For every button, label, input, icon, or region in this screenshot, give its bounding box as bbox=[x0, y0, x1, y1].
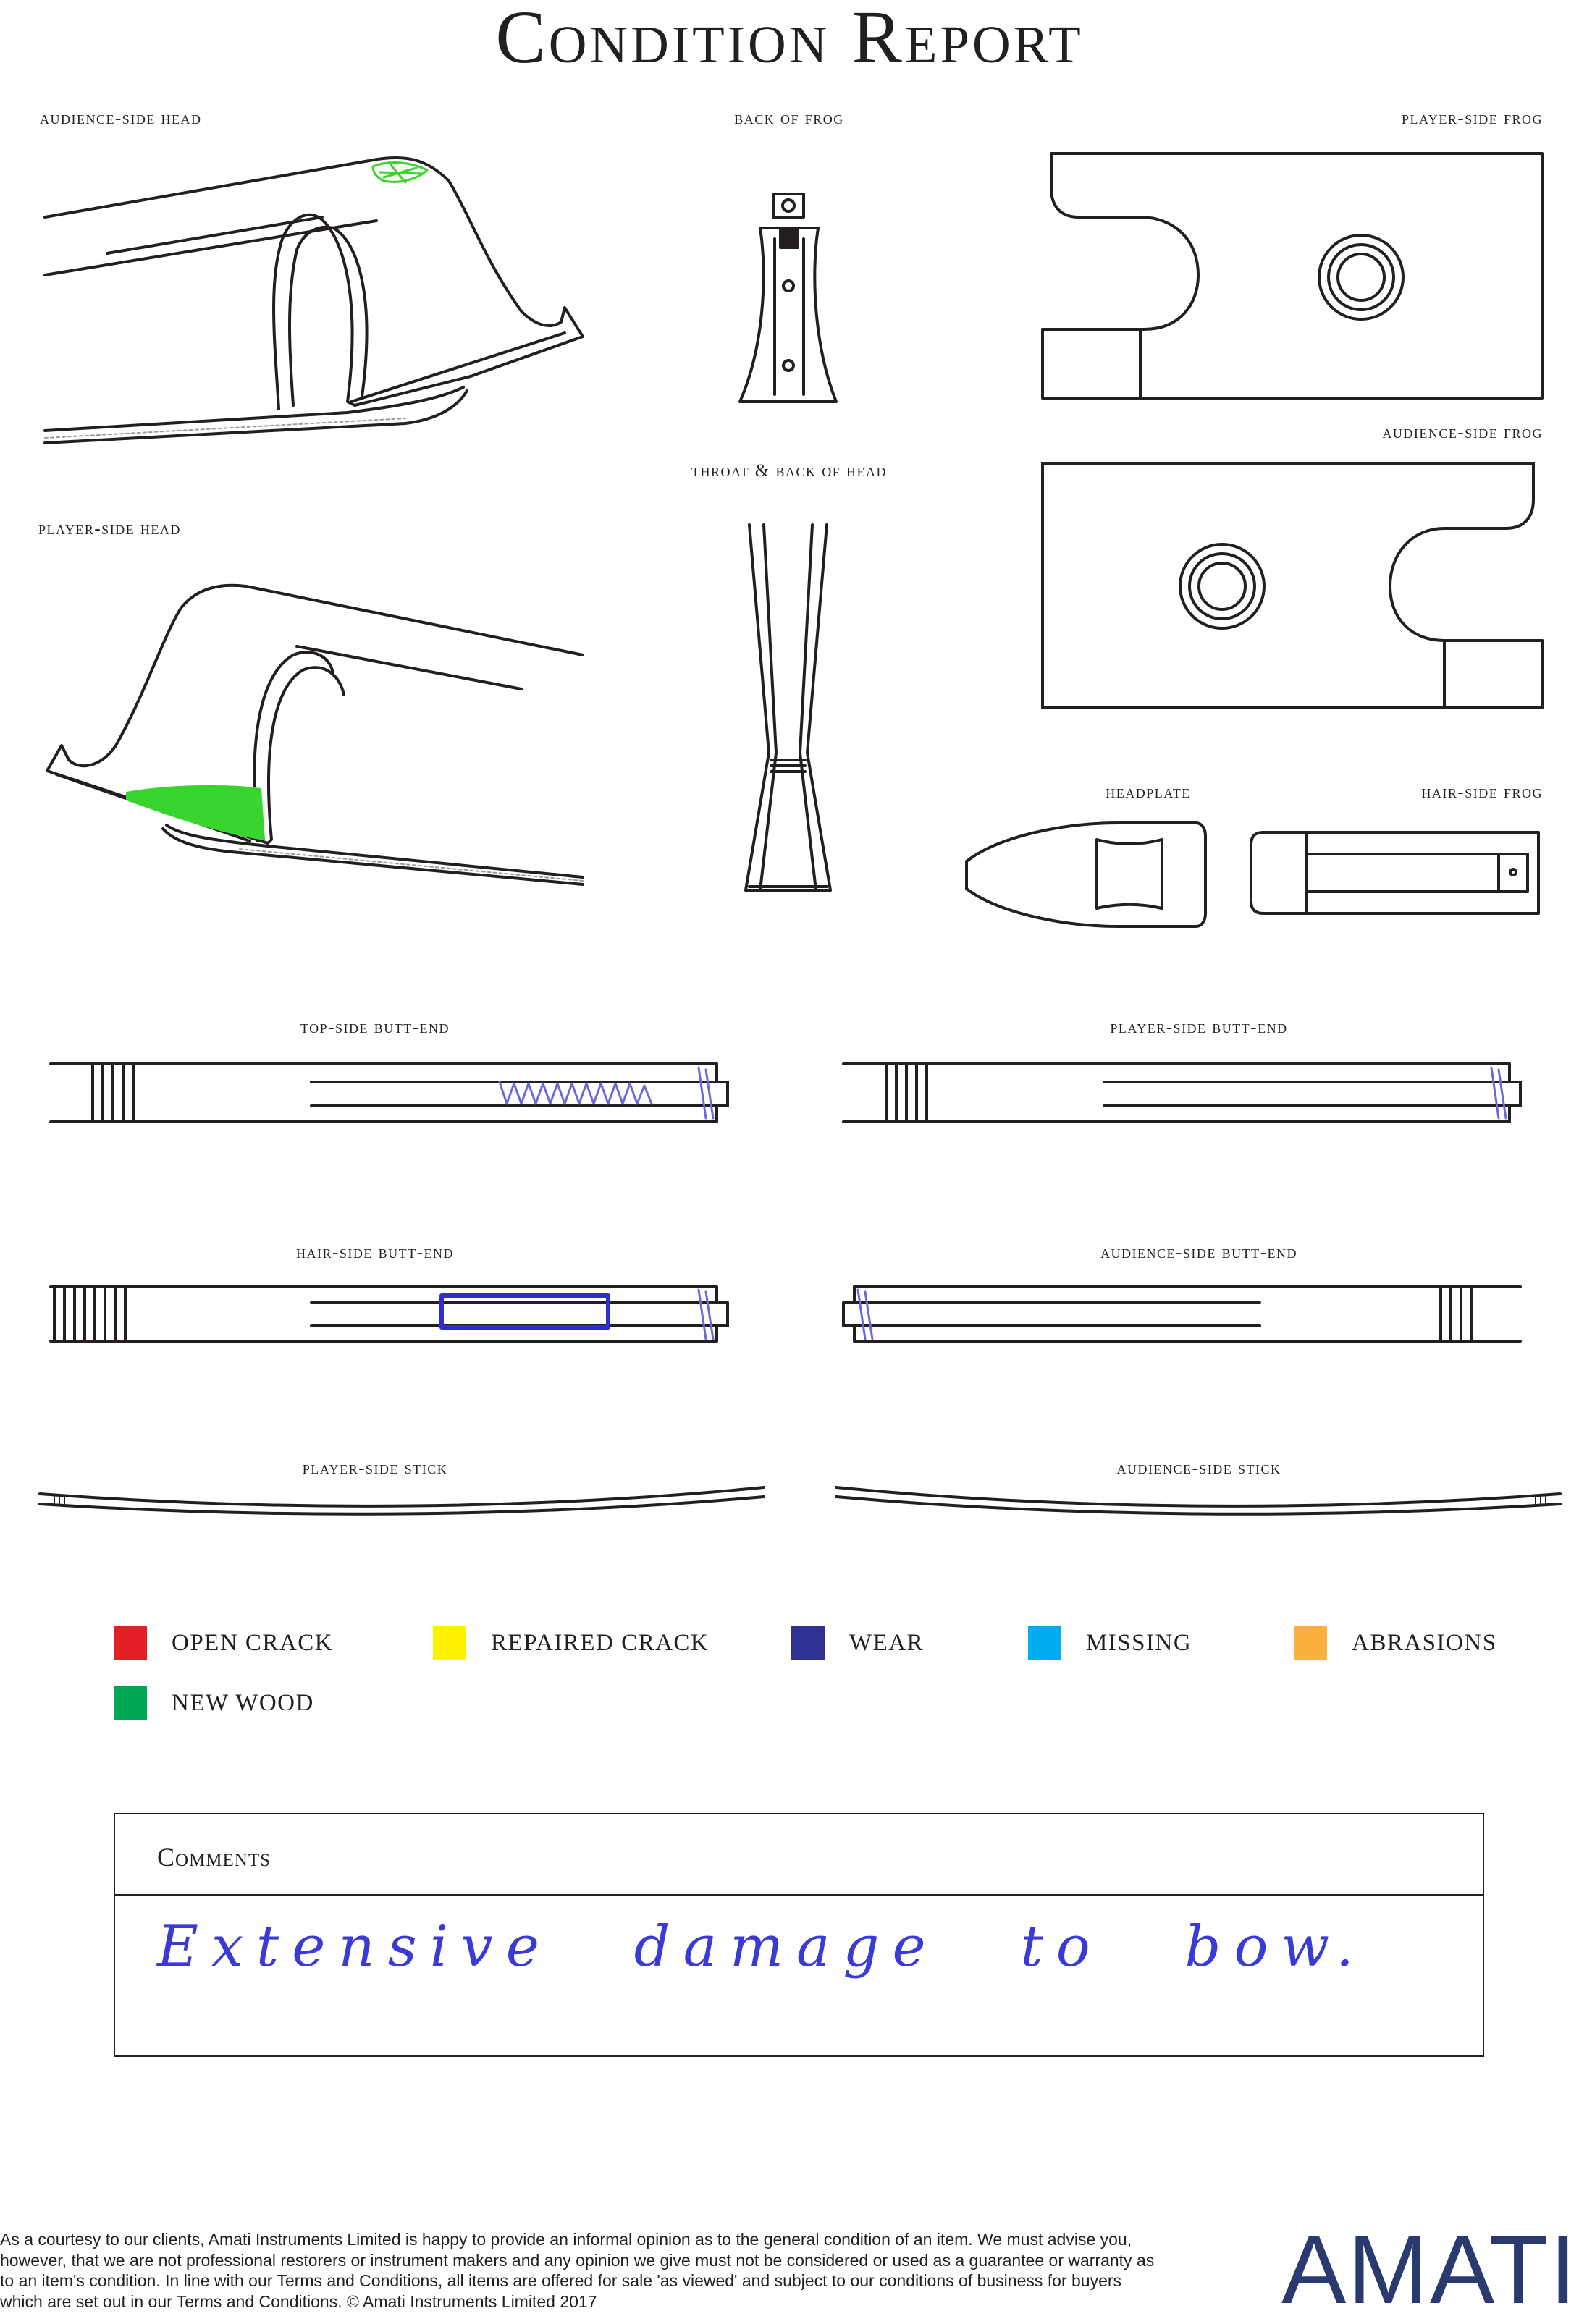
back-of-frog-drawing bbox=[740, 194, 836, 402]
throat-back-of-head-drawing bbox=[746, 525, 830, 890]
amati-logo: AMATI bbox=[1281, 2216, 1578, 2324]
legend-swatch-open-crack bbox=[114, 1626, 147, 1660]
label-audience-side-frog: audience-side frog bbox=[1382, 423, 1543, 442]
label-player-side-head: player-side head bbox=[38, 519, 181, 538]
label-player-side-frog: player-side frog bbox=[1402, 109, 1543, 128]
label-hair-side-butt-end: hair-side butt-end bbox=[296, 1243, 454, 1262]
audience-side-head-new-wood-mark bbox=[373, 163, 427, 182]
label-player-side-butt-end: player-side butt-end bbox=[1110, 1018, 1288, 1037]
legend-label: REPAIRED CRACK bbox=[491, 1629, 710, 1656]
top-side-butt-end-wear-mark bbox=[500, 1068, 713, 1118]
audience-side-butt-end-wear-mark bbox=[858, 1290, 872, 1339]
comments-box bbox=[114, 1813, 1484, 2057]
legend-item-new-wood bbox=[114, 1685, 314, 1721]
label-audience-side-head: audience-side head bbox=[40, 109, 202, 128]
legend-swatch-abrasions bbox=[1294, 1626, 1327, 1660]
hair-side-butt-end-drawing bbox=[51, 1287, 728, 1341]
legend-swatch-new-wood bbox=[114, 1686, 147, 1720]
legend-label: OPEN CRACK bbox=[172, 1629, 334, 1656]
legend-label: ABRASIONS bbox=[1352, 1629, 1497, 1656]
legend-swatch-repaired-crack bbox=[433, 1626, 466, 1660]
legend-label: WEAR bbox=[849, 1629, 925, 1656]
audience-side-frog-drawing bbox=[1043, 463, 1542, 708]
legend-item-wear bbox=[791, 1625, 924, 1661]
legend-item-open-crack bbox=[114, 1625, 333, 1661]
legend-swatch-wear bbox=[791, 1626, 825, 1660]
player-side-head-drawing bbox=[47, 586, 583, 884]
audience-side-head-drawing bbox=[45, 158, 583, 443]
hair-side-frog-drawing bbox=[1251, 832, 1538, 913]
player-side-stick-drawing bbox=[40, 1487, 764, 1514]
disclaimer-text: As a courtesy to our clients, Amati Instruments Limited is happy to provide an informal opinion as to the general condition of an item. We must advise you, however, that we are not professional restorers or instrument makers and any opinion we give must not be considered or used as a guarantee or warranty as to an item's condition. In line with our Terms and Conditions, all items are offered for sale 'as viewed' and subject to our conditions of business for buyers which are set out in our Terms and Conditions. © Amati Instruments Limited 2017 bbox=[0, 2230, 1155, 2311]
legend-item-abrasions bbox=[1294, 1625, 1497, 1661]
label-hair-side-frog: hair-side frog bbox=[1421, 782, 1543, 802]
label-back-of-frog: back of frog bbox=[734, 109, 844, 128]
legend-label: NEW WOOD bbox=[172, 1689, 314, 1716]
label-audience-side-stick: audience-side stick bbox=[1116, 1458, 1281, 1478]
label-audience-side-butt-end: audience-side butt-end bbox=[1100, 1243, 1297, 1262]
comments-text: Extensive damage to bow. bbox=[157, 1914, 1367, 1979]
legend-label: MISSING bbox=[1086, 1629, 1192, 1656]
page-title: Condition Report bbox=[495, 0, 1084, 79]
audience-side-stick-drawing bbox=[836, 1487, 1560, 1514]
comments-heading: Comments bbox=[157, 1843, 271, 1872]
label-player-side-stick: player-side stick bbox=[302, 1458, 448, 1478]
hair-side-butt-end-wear-mark bbox=[442, 1290, 713, 1339]
player-side-frog-drawing bbox=[1043, 153, 1542, 398]
player-side-butt-end-drawing bbox=[843, 1064, 1520, 1122]
legend-item-repaired-crack bbox=[433, 1625, 709, 1661]
comments-header bbox=[115, 1814, 1483, 1896]
audience-side-butt-end-drawing bbox=[843, 1287, 1520, 1341]
player-side-butt-end-wear-mark bbox=[1491, 1068, 1506, 1118]
headplate-drawing bbox=[967, 823, 1205, 926]
label-throat-back-of-head: throat & back of head bbox=[691, 461, 887, 481]
legend-item-missing bbox=[1028, 1625, 1192, 1661]
label-headplate: headplate bbox=[1106, 782, 1191, 802]
label-top-side-butt-end: top-side butt-end bbox=[300, 1018, 450, 1037]
player-side-head-new-wood-mark bbox=[127, 786, 264, 840]
legend-swatch-missing bbox=[1028, 1626, 1061, 1660]
